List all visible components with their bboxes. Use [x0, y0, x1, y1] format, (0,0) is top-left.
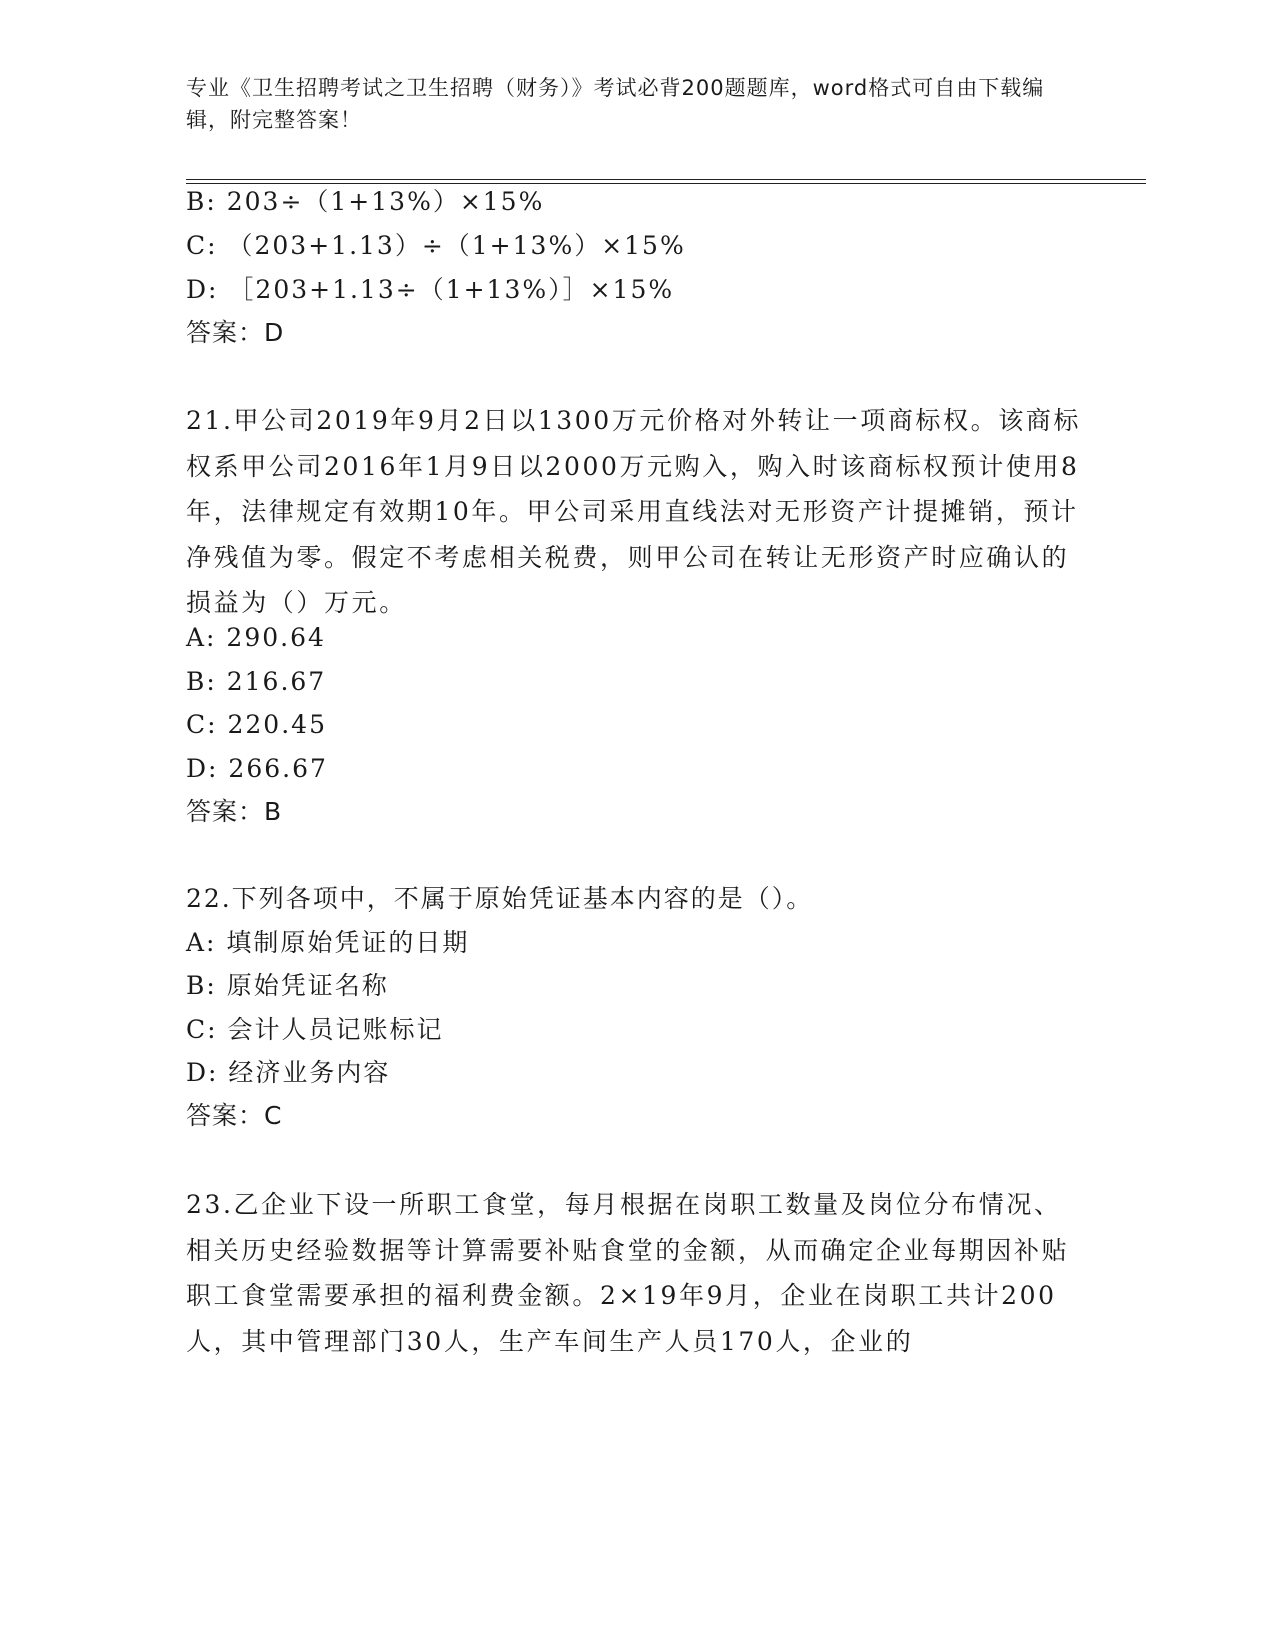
- q21-option-c: C: 220.45: [186, 710, 327, 739]
- q20-option-d: D: ［203+1.13÷（1+13%）］×15%: [186, 275, 675, 304]
- document-header: 专业《卫生招聘考试之卫生招聘（财务）》考试必背200题题库，word格式可自由下载编辑，附完整答案！: [186, 76, 1045, 132]
- header-divider-top: [186, 179, 1146, 180]
- q21-option-b: B: 216.67: [186, 667, 327, 696]
- q22-option-c: C: 会计人员记账标记: [186, 1015, 444, 1044]
- q22-answer: 答案：C: [186, 1101, 283, 1130]
- header-divider-bottom: [186, 183, 1146, 184]
- q22-stem: 22.下列各项中，不属于原始凭证基本内容的是（）。: [186, 884, 814, 913]
- q22-option-a: A: 填制原始凭证的日期: [186, 928, 470, 957]
- q20-option-c: C: （203+1.13）÷（1+13%）×15%: [186, 231, 686, 260]
- q21-answer: 答案：B: [186, 797, 283, 826]
- q22-option-b: B: 原始凭证名称: [186, 971, 389, 1000]
- q20-option-b: B: 203÷（1+13%）×15%: [186, 187, 545, 216]
- q20-answer: 答案：D: [186, 318, 285, 347]
- q21-option-d: D: 266.67: [186, 754, 328, 783]
- q22-option-d: D: 经济业务内容: [186, 1058, 391, 1087]
- q23-stem: 23.乙企业下设一所职工食堂，每月根据在岗职工数量及岗位分布情况、相关历史经验数据等计算需要补贴食堂的金额，从而确定企业每期因补贴职工食堂需要承担的福利费金额。2×19年9月，企业在岗职工共计200人，其中管理部门30人，生产车间生产人员170人，企业的: [186, 1190, 1070, 1356]
- q21-option-a: A: 290.64: [186, 623, 326, 652]
- q21-stem: 21.甲公司2019年9月2日以1300万元价格对外转让一项商标权。该商标权系甲公司2016年1月9日以2000万元购入，购入时该商标权预计使用8年，法律规定有效期10年。甲公司采用直线法对无形资产计提摊销，预计净残值为零。假定不考虑相关税费，则甲公司在转让无形资产时应确认的损益为（）万元。: [186, 406, 1082, 617]
